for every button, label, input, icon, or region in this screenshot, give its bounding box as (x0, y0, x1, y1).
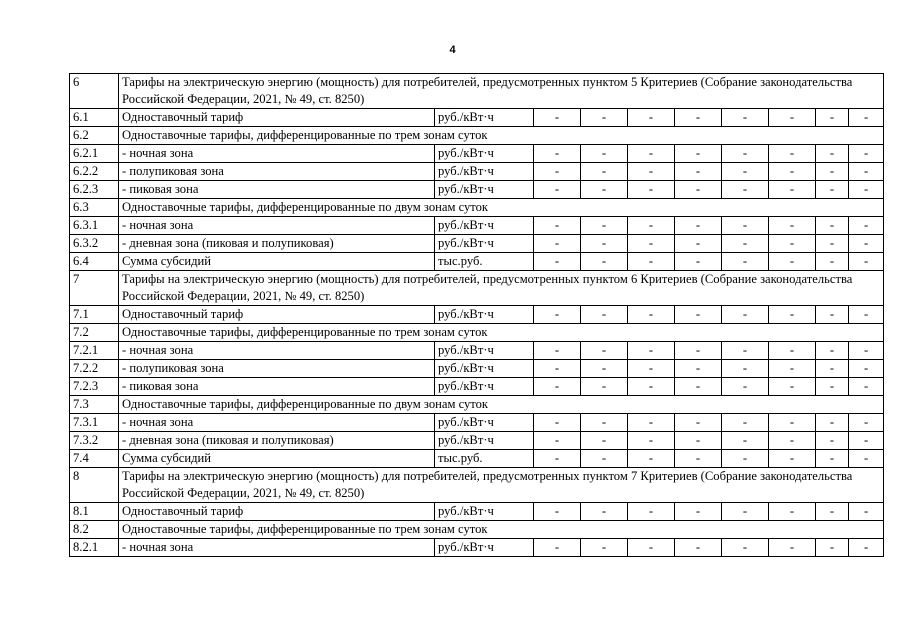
value-cell: - (849, 217, 884, 235)
value-cell: - (675, 378, 722, 396)
value-cell: - (816, 109, 849, 127)
row-number-cell: 6.3 (70, 199, 119, 217)
value-cell: - (675, 235, 722, 253)
page-number: 4 (449, 44, 456, 56)
value-cell: - (534, 306, 581, 324)
table-row (70, 378, 884, 396)
value-cell: - (769, 450, 816, 468)
row-number-cell: 7.2.3 (70, 378, 119, 396)
value-cell: - (675, 253, 722, 271)
value-cell: - (849, 253, 884, 271)
value-cell: - (816, 145, 849, 163)
value-cell: - (628, 503, 675, 521)
value-cell: - (628, 450, 675, 468)
table-row (70, 360, 884, 378)
table-row (70, 503, 884, 521)
table-row (70, 450, 884, 468)
value-cell: - (534, 378, 581, 396)
value-cell: - (816, 378, 849, 396)
value-cell: - (816, 217, 849, 235)
row-number-cell: 6.2.3 (70, 181, 119, 199)
row-name-cell: Одноставочный тариф (119, 503, 435, 521)
row-number-cell: 8.2 (70, 521, 119, 539)
unit-cell: руб./кВт·ч (435, 539, 534, 557)
value-cell: - (581, 539, 628, 557)
section-row (70, 271, 884, 306)
value-cell: - (534, 253, 581, 271)
row-number-cell: 7.2.2 (70, 360, 119, 378)
value-cell: - (769, 253, 816, 271)
row-name-cell: Одноставочный тариф (119, 306, 435, 324)
value-cell: - (849, 109, 884, 127)
row-number-cell: 7.3.1 (70, 414, 119, 432)
value-cell: - (722, 342, 769, 360)
value-cell: - (849, 360, 884, 378)
unit-cell: руб./кВт·ч (435, 306, 534, 324)
value-cell: - (769, 342, 816, 360)
row-number-cell: 7.2.1 (70, 342, 119, 360)
value-cell: - (628, 181, 675, 199)
value-cell: - (581, 450, 628, 468)
value-cell: - (849, 503, 884, 521)
value-cell: - (581, 253, 628, 271)
row-number-cell: 7.1 (70, 306, 119, 324)
value-cell: - (769, 181, 816, 199)
value-cell: - (534, 163, 581, 181)
subheader-title-cell: Одноставочные тарифы, дифференцированные по трем зонам суток (119, 127, 884, 145)
row-name-cell: - полупиковая зона (119, 360, 435, 378)
value-cell: - (722, 539, 769, 557)
value-cell: - (816, 503, 849, 521)
row-number-cell: 6.2.1 (70, 145, 119, 163)
value-cell: - (816, 360, 849, 378)
table-row (70, 145, 884, 163)
row-number-cell: 6.3.1 (70, 217, 119, 235)
table-row (70, 342, 884, 360)
unit-cell: руб./кВт·ч (435, 235, 534, 253)
unit-cell: руб./кВт·ч (435, 503, 534, 521)
value-cell: - (534, 109, 581, 127)
value-cell: - (769, 414, 816, 432)
value-cell: - (722, 109, 769, 127)
subheader-title-cell: Одноставочные тарифы, дифференцированные по двум зонам суток (119, 396, 884, 414)
row-name-cell: Сумма субсидий (119, 253, 435, 271)
subheader-title-cell: Одноставочные тарифы, дифференцированные по двум зонам суток (119, 199, 884, 217)
value-cell: - (849, 145, 884, 163)
table-row (70, 163, 884, 181)
value-cell: - (534, 360, 581, 378)
value-cell: - (675, 181, 722, 199)
unit-cell: руб./кВт·ч (435, 414, 534, 432)
value-cell: - (769, 145, 816, 163)
value-cell: - (628, 217, 675, 235)
value-cell: - (816, 306, 849, 324)
value-cell: - (581, 378, 628, 396)
subheader-row (70, 396, 884, 414)
value-cell: - (675, 503, 722, 521)
value-cell: - (769, 306, 816, 324)
value-cell: - (769, 235, 816, 253)
value-cell: - (581, 414, 628, 432)
value-cell: - (534, 414, 581, 432)
value-cell: - (769, 109, 816, 127)
value-cell: - (581, 235, 628, 253)
row-name-cell: - полупиковая зона (119, 163, 435, 181)
value-cell: - (628, 414, 675, 432)
row-number-cell: 7.2 (70, 324, 119, 342)
value-cell: - (849, 163, 884, 181)
value-cell: - (675, 450, 722, 468)
value-cell: - (628, 378, 675, 396)
value-cell: - (849, 342, 884, 360)
table-row (70, 253, 884, 271)
value-cell: - (534, 145, 581, 163)
value-cell: - (534, 450, 581, 468)
value-cell: - (849, 414, 884, 432)
value-cell: - (581, 306, 628, 324)
value-cell: - (581, 342, 628, 360)
section-row (70, 468, 884, 503)
value-cell: - (769, 432, 816, 450)
subheader-row (70, 127, 884, 145)
tariff-table (69, 73, 884, 557)
row-name-cell: - пиковая зона (119, 378, 435, 396)
value-cell: - (849, 306, 884, 324)
value-cell: - (722, 235, 769, 253)
value-cell: - (628, 539, 675, 557)
value-cell: - (534, 217, 581, 235)
unit-cell: руб./кВт·ч (435, 217, 534, 235)
value-cell: - (722, 450, 769, 468)
unit-cell: тыс.руб. (435, 253, 534, 271)
subheader-row (70, 521, 884, 539)
value-cell: - (675, 145, 722, 163)
row-name-cell: - ночная зона (119, 217, 435, 235)
row-name-cell: Одноставочный тариф (119, 109, 435, 127)
value-cell: - (816, 235, 849, 253)
unit-cell: руб./кВт·ч (435, 163, 534, 181)
table-row (70, 306, 884, 324)
row-number-cell: 6 (70, 74, 119, 109)
value-cell: - (675, 163, 722, 181)
value-cell: - (722, 503, 769, 521)
row-number-cell: 7.4 (70, 450, 119, 468)
value-cell: - (769, 503, 816, 521)
value-cell: - (675, 414, 722, 432)
value-cell: - (816, 253, 849, 271)
row-name-cell: - ночная зона (119, 342, 435, 360)
value-cell: - (816, 181, 849, 199)
value-cell: - (534, 235, 581, 253)
row-number-cell: 6.2.2 (70, 163, 119, 181)
section-title-cell: Тарифы на электрическую энергию (мощность) для потребителей, предусмотренных пунктом 6 Критериев (Собрание законодательства Российской Федерации, 2021, № 49, ст. 8250) (119, 271, 884, 306)
table-row (70, 539, 884, 557)
subheader-row (70, 324, 884, 342)
value-cell: - (581, 360, 628, 378)
value-cell: - (849, 539, 884, 557)
table-body (70, 74, 884, 557)
value-cell: - (722, 217, 769, 235)
value-cell: - (675, 342, 722, 360)
value-cell: - (722, 432, 769, 450)
value-cell: - (849, 432, 884, 450)
value-cell: - (849, 235, 884, 253)
row-number-cell: 6.2 (70, 127, 119, 145)
table-row (70, 109, 884, 127)
value-cell: - (722, 145, 769, 163)
value-cell: - (628, 306, 675, 324)
value-cell: - (675, 109, 722, 127)
unit-cell: руб./кВт·ч (435, 181, 534, 199)
value-cell: - (722, 306, 769, 324)
value-cell: - (849, 181, 884, 199)
value-cell: - (722, 360, 769, 378)
value-cell: - (675, 306, 722, 324)
table-row (70, 217, 884, 235)
value-cell: - (581, 145, 628, 163)
row-number-cell: 6.4 (70, 253, 119, 271)
row-number-cell: 8.1 (70, 503, 119, 521)
value-cell: - (722, 253, 769, 271)
row-name-cell: - дневная зона (пиковая и полупиковая) (119, 432, 435, 450)
table-row (70, 235, 884, 253)
row-name-cell: - ночная зона (119, 145, 435, 163)
row-number-cell: 7.3.2 (70, 432, 119, 450)
value-cell: - (534, 539, 581, 557)
value-cell: - (581, 181, 628, 199)
row-number-cell: 6.3.2 (70, 235, 119, 253)
unit-cell: тыс.руб. (435, 450, 534, 468)
value-cell: - (722, 163, 769, 181)
value-cell: - (722, 181, 769, 199)
unit-cell: руб./кВт·ч (435, 145, 534, 163)
value-cell: - (628, 109, 675, 127)
section-title-cell: Тарифы на электрическую энергию (мощность) для потребителей, предусмотренных пунктом 7 Критериев (Собрание законодательства Российской Федерации, 2021, № 49, ст. 8250) (119, 468, 884, 503)
value-cell: - (722, 414, 769, 432)
value-cell: - (628, 342, 675, 360)
row-name-cell: - ночная зона (119, 414, 435, 432)
value-cell: - (534, 342, 581, 360)
value-cell: - (769, 163, 816, 181)
subheader-title-cell: Одноставочные тарифы, дифференцированные по трем зонам суток (119, 521, 884, 539)
row-number-cell: 7.3 (70, 396, 119, 414)
value-cell: - (816, 432, 849, 450)
value-cell: - (816, 414, 849, 432)
table-row (70, 414, 884, 432)
table-row (70, 432, 884, 450)
value-cell: - (769, 539, 816, 557)
value-cell: - (675, 217, 722, 235)
value-cell: - (816, 450, 849, 468)
section-row (70, 74, 884, 109)
value-cell: - (628, 360, 675, 378)
value-cell: - (628, 253, 675, 271)
value-cell: - (581, 217, 628, 235)
unit-cell: руб./кВт·ч (435, 378, 534, 396)
value-cell: - (816, 163, 849, 181)
value-cell: - (769, 378, 816, 396)
value-cell: - (849, 450, 884, 468)
value-cell: - (628, 145, 675, 163)
unit-cell: руб./кВт·ч (435, 432, 534, 450)
value-cell: - (816, 539, 849, 557)
value-cell: - (722, 378, 769, 396)
value-cell: - (849, 378, 884, 396)
value-cell: - (675, 432, 722, 450)
value-cell: - (769, 360, 816, 378)
value-cell: - (581, 163, 628, 181)
row-name-cell: Сумма субсидий (119, 450, 435, 468)
value-cell: - (628, 235, 675, 253)
value-cell: - (675, 360, 722, 378)
row-number-cell: 8 (70, 468, 119, 503)
value-cell: - (628, 432, 675, 450)
value-cell: - (581, 503, 628, 521)
value-cell: - (581, 109, 628, 127)
subheader-row (70, 199, 884, 217)
value-cell: - (816, 342, 849, 360)
row-number-cell: 6.1 (70, 109, 119, 127)
row-name-cell: - дневная зона (пиковая и полупиковая) (119, 235, 435, 253)
row-number-cell: 7 (70, 271, 119, 306)
row-number-cell: 8.2.1 (70, 539, 119, 557)
value-cell: - (581, 432, 628, 450)
table-row (70, 181, 884, 199)
section-title-cell: Тарифы на электрическую энергию (мощность) для потребителей, предусмотренных пунктом 5 Критериев (Собрание законодательства Российской Федерации, 2021, № 49, ст. 8250) (119, 74, 884, 109)
value-cell: - (628, 163, 675, 181)
value-cell: - (769, 217, 816, 235)
unit-cell: руб./кВт·ч (435, 342, 534, 360)
unit-cell: руб./кВт·ч (435, 360, 534, 378)
value-cell: - (534, 181, 581, 199)
row-name-cell: - ночная зона (119, 539, 435, 557)
unit-cell: руб./кВт·ч (435, 109, 534, 127)
value-cell: - (675, 539, 722, 557)
value-cell: - (534, 432, 581, 450)
row-name-cell: - пиковая зона (119, 181, 435, 199)
subheader-title-cell: Одноставочные тарифы, дифференцированные по трем зонам суток (119, 324, 884, 342)
value-cell: - (534, 503, 581, 521)
